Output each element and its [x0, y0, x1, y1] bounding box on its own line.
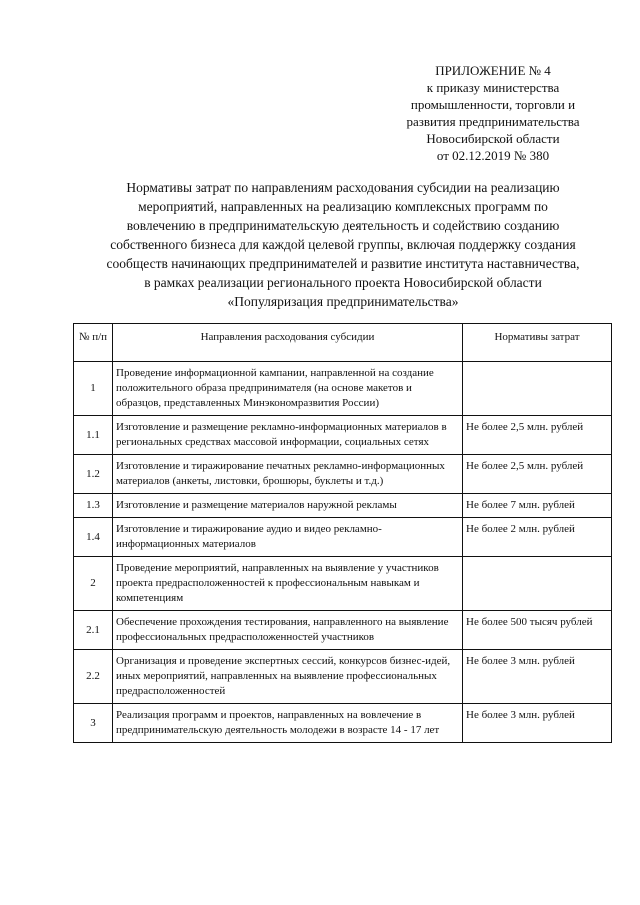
title-line: мероприятий, направленных на реализацию комплексных программ по	[138, 199, 548, 214]
row-norm: Не более 500 тысяч рублей	[463, 611, 612, 650]
table-row	[74, 362, 612, 416]
row-direction: Изготовление и тиражирование аудио и видео рекламно-информационных материалов	[113, 518, 463, 557]
row-num: 1.3	[74, 494, 113, 518]
row-num: 2	[74, 557, 113, 611]
norms-table	[73, 323, 612, 743]
header-num: № п/п	[74, 324, 113, 362]
row-num: 1.4	[74, 518, 113, 557]
row-norm	[463, 362, 612, 416]
table-row	[74, 455, 612, 494]
row-direction: Реализация программ и проектов, направленных на вовлечение в предпринимательскую деятельность молодежи в возрасте 14 - 17 лет	[113, 704, 463, 743]
row-norm: Не более 3 млн. рублей	[463, 650, 612, 704]
title-line: сообществ начинающих предпринимателей и развитие института наставничества,	[106, 256, 580, 271]
row-norm: Не более 3 млн. рублей	[463, 704, 612, 743]
table-header-row	[74, 324, 612, 362]
row-norm: Не более 2,5 млн. рублей	[463, 455, 612, 494]
table-row	[74, 650, 612, 704]
appendix-region-line: Новосибирской области	[426, 131, 560, 146]
title-line: собственного бизнеса для каждой целевой группы, включая поддержку создания	[110, 237, 576, 252]
table-row	[74, 416, 612, 455]
row-direction: Организация и проведение экспертных сессий, конкурсов бизнес-идей, иных мероприятий, направленных на выявление профессиональных предрасположенностей	[113, 650, 463, 704]
title-line: в рамках реализации регионального проекта Новосибирской области	[144, 275, 542, 290]
title-line: Нормативы затрат по направлениям расходования субсидии на реализацию	[126, 180, 560, 195]
row-norm: Не более 2 млн. рублей	[463, 518, 612, 557]
row-num: 1	[74, 362, 113, 416]
row-norm: Не более 7 млн. рублей	[463, 494, 612, 518]
row-direction: Обеспечение прохождения тестирования, направленного на выявление профессиональных предрасположенностей участников	[113, 611, 463, 650]
table-row	[74, 494, 612, 518]
appendix-order-date: от 02.12.2019 № 380	[436, 148, 550, 163]
appendix-number: ПРИЛОЖЕНИЕ № 4	[435, 63, 551, 78]
title-line: «Популяризация предпринимательства»	[227, 294, 459, 309]
header-norm: Нормативы затрат	[463, 324, 612, 362]
document-title	[70, 178, 616, 311]
row-direction: Проведение информационной кампании, направленной на создание положительного образа предпринимателя (на основе макетов и образцов, представленных Минэкономразвития России)	[113, 362, 463, 416]
header-direction: Направления расходования субсидии	[113, 324, 463, 362]
table-row	[74, 557, 612, 611]
row-num: 1.1	[74, 416, 113, 455]
appendix-ministry-line-2: развития предпринимательства	[406, 114, 580, 129]
row-direction: Проведение мероприятий, направленных на выявление у участников проекта предрасположенностей к профессиональным навыкам и компетенциям	[113, 557, 463, 611]
row-direction: Изготовление и тиражирование печатных рекламно-информационных материалов (анкеты, листовки, брошюры, буклеты и т.д.)	[113, 455, 463, 494]
row-num: 2.1	[74, 611, 113, 650]
row-direction: Изготовление и размещение рекламно-информационных материалов в региональных средствах массовой информации, социальных сетях	[113, 416, 463, 455]
table-row	[74, 704, 612, 743]
row-num: 1.2	[74, 455, 113, 494]
appendix-ministry-line-1: промышленности, торговли и	[410, 97, 576, 112]
row-num: 3	[74, 704, 113, 743]
appendix-header	[388, 62, 598, 164]
row-norm	[463, 557, 612, 611]
row-num: 2.2	[74, 650, 113, 704]
table-row	[74, 518, 612, 557]
table-row	[74, 611, 612, 650]
row-direction: Изготовление и размещение материалов наружной рекламы	[113, 494, 463, 518]
title-line: вовлечению в предпринимательскую деятельность и содействию созданию	[126, 218, 560, 233]
appendix-order-line: к приказу министерства	[426, 80, 560, 95]
row-norm: Не более 2,5 млн. рублей	[463, 416, 612, 455]
